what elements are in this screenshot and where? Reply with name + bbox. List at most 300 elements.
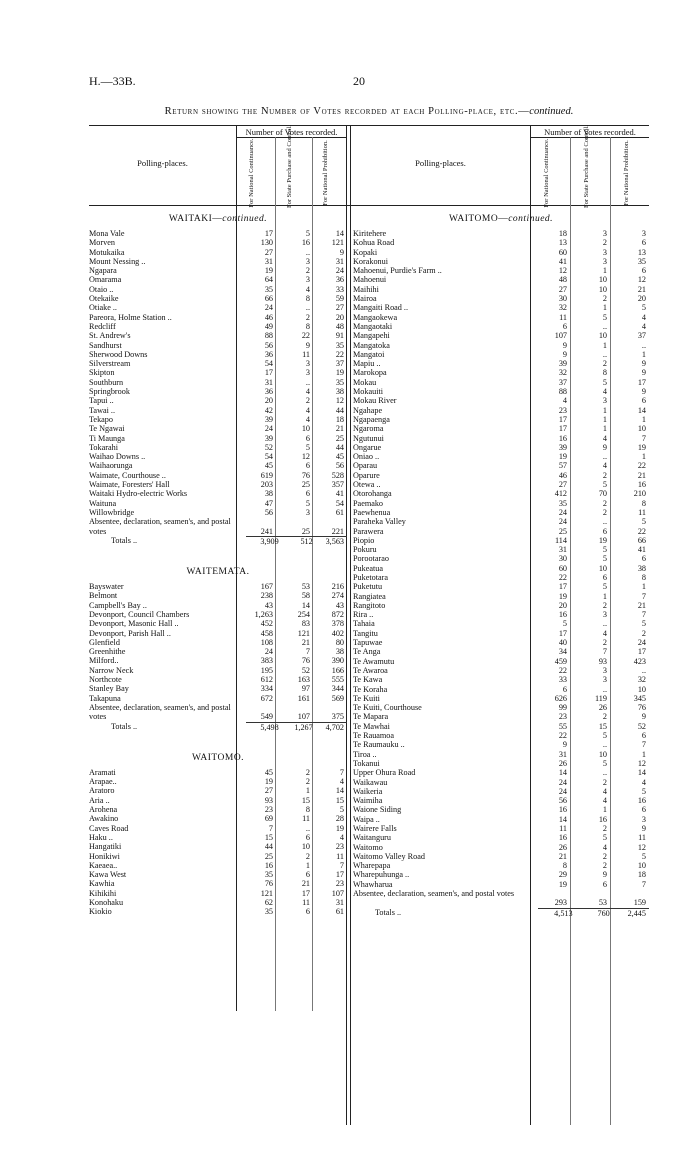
prohibition-votes: 11 [336,851,344,861]
table-row [353,880,649,889]
table-row [89,694,347,703]
prohibition-votes: 4 [339,832,344,842]
prohibition-votes: 13 [637,247,646,257]
state-control-votes: .. [602,517,607,527]
table-row [89,285,347,294]
continuance-votes: 16 [558,805,567,815]
prohibition-votes: 9 [641,387,646,397]
polling-place-name: Pukeatua [353,563,384,573]
state-control-votes: 2 [602,507,607,517]
continuance-votes: 56 [558,796,567,806]
prohibition-votes: 44 [335,405,344,415]
polling-place-name: Mangatoi [353,349,385,359]
polling-place-name: Upper Ohura Road [353,768,416,778]
prohibition-votes: 22 [637,526,646,536]
prohibition-votes: 10 [637,424,646,434]
table-row [353,229,649,238]
right-table-column [353,210,649,917]
prohibition-votes: 166 [331,665,344,675]
prohibition-votes: 221 [331,526,344,536]
prohibition-votes: 5 [641,786,646,796]
polling-place-name: Kawhia [89,879,115,889]
continuance-votes: 19 [264,266,273,276]
table-row [89,907,347,916]
table-row [89,452,347,461]
polling-place-name: Ti Maunga [89,433,125,443]
document-reference: H.—33B. [89,74,136,88]
table-row [89,238,347,247]
table-row [89,879,347,888]
polling-place-name: Stanley Bay [89,684,129,694]
continuance-votes: 7 [268,823,273,833]
prohibition-votes: 9 [641,359,646,369]
polling-place-name: Absentee, declaration, seamen's, and postal votes [353,889,515,899]
continuance-votes: 17 [558,582,567,592]
state-control-votes: 10 [598,275,607,285]
prohibition-votes: 41 [637,545,646,555]
state-control-votes: 2 [602,294,607,304]
polling-place-name: Otewa .. [353,480,381,490]
table-row [89,656,347,665]
table-row [89,322,347,331]
polling-place-name: Te Raumauku .. [353,740,405,750]
prohibition-votes: 210 [633,489,646,499]
state-control-votes: .. [602,684,607,694]
table-row [353,499,649,508]
prohibition-votes: 38 [335,387,344,397]
table-row [353,861,649,870]
continuance-votes: 626 [554,693,567,703]
prohibition-votes: 31 [335,898,344,907]
table-row [89,805,347,814]
table-row [353,508,649,517]
state-control-votes: 76 [301,470,310,480]
prohibition-votes: 3 [641,814,646,824]
state-control-votes: 4 [602,628,607,638]
state-control-votes: 4 [305,414,310,424]
polling-place-name: Waione Siding [353,805,402,815]
state-control-votes: 5 [305,229,310,238]
prohibition-votes: 1 [641,414,646,424]
continuance-votes: 60 [558,563,567,573]
continuance-votes: 3,909 [246,536,282,545]
continuance-votes: 203 [260,480,273,490]
table-row [89,814,347,823]
continuance-votes: 4,513 [538,908,575,917]
state-control-votes: 5 [602,312,607,322]
state-control-votes: 7 [602,647,607,657]
state-control-votes: 16 [301,238,310,248]
continuance-votes: 383 [260,656,273,666]
table-row [89,619,347,628]
table-row [89,610,347,619]
table-row [353,750,649,759]
continuance-votes: 4 [562,396,567,406]
polling-place-name: Mapiu .. [353,359,381,369]
continuance-votes: 93 [264,795,273,805]
table-row [89,786,347,795]
prohibition-votes: 1 [641,349,646,359]
prohibition-votes: 569 [331,693,344,703]
state-control-votes: 15 [301,795,310,805]
polling-place-name: Mangaokewa [353,312,398,322]
table-row [353,740,649,749]
state-control-votes: 6 [305,907,310,917]
polling-place-name: Tapui .. [89,396,114,406]
state-control-votes: 25 [301,526,310,536]
polling-place-name: Korakonui [353,256,389,266]
continuance-votes: 24 [558,517,567,527]
table-row [353,359,649,368]
table-row [353,582,649,591]
prohibition-votes: 23 [335,842,344,852]
continuance-votes: 66 [264,294,273,304]
prohibition-votes: 216 [331,582,344,592]
state-control-votes: 2 [602,712,607,722]
table-row [353,313,649,322]
state-control-votes: 14 [301,600,310,610]
prohibition-votes: 41 [335,489,344,499]
section-waitomo-continued [353,229,649,917]
prohibition-votes: 11 [638,833,646,843]
continuance-votes: 27 [558,284,567,294]
prohibition-votes: 872 [331,609,344,619]
polling-place-name: Rira .. [353,610,374,620]
prohibition-votes: 402 [331,628,344,638]
prohibition-votes: 7 [641,879,646,889]
prohibition-votes: 17 [335,870,344,880]
polling-place-name: Waimate, Courthouse .. [89,470,166,480]
prohibition-votes: 4 [641,321,646,331]
prohibition-votes: 59 [335,294,344,304]
state-control-votes: 17 [301,888,310,898]
prohibition-votes: 9 [641,712,646,722]
table-row [89,350,347,359]
prohibition-votes: 7 [339,860,344,870]
table-row [89,368,347,377]
prohibition-votes: 18 [335,414,344,424]
continuance-votes: 13 [558,238,567,248]
state-control-votes: 93 [598,656,607,666]
table-row [353,406,649,415]
prohibition-votes: 10 [637,861,646,871]
polling-place-name: Waimiha [353,796,383,806]
polling-place-name: Kaeaea.. [89,860,118,870]
state-control-votes: .. [305,823,310,833]
continuance-votes: 38 [264,489,273,499]
prohibition-votes: 43 [335,600,344,610]
prohibition-votes: 2 [641,628,646,638]
state-control-votes: 760 [576,908,613,917]
continuance-votes: 9 [562,349,567,359]
table-row [353,647,649,656]
prohibition-votes: 35 [335,340,344,350]
polling-place-name: Totals .. [375,907,402,917]
continuance-votes: 130 [260,238,273,248]
polling-place-name: Oniao .. [353,452,380,462]
state-control-votes: 2 [602,777,607,787]
table-row [89,331,347,340]
state-control-votes: 1 [602,591,607,601]
prohibition-votes: 24 [335,266,344,276]
prohibition-votes: .. [641,340,646,350]
polling-place-name: Mahoenui [353,275,387,285]
table-row [89,582,347,591]
table-row [89,638,347,647]
state-control-votes: .. [305,377,310,387]
polling-place-name: Springbrook [89,387,130,397]
polling-place-name: Hangatiki [89,842,122,852]
prohibition-votes: 52 [637,721,646,731]
polling-place-name: Te Ngawai [89,424,125,434]
state-control-votes: 8 [305,805,310,815]
polling-place-name: Morven [89,238,115,248]
prohibition-votes: 375 [331,712,344,722]
continuance-votes: 452 [260,619,273,629]
continuance-votes: 35 [264,870,273,880]
continuance-votes: 56 [264,340,273,350]
prohibition-votes: 61 [335,907,344,917]
prohibition-votes: 35 [335,377,344,387]
polling-place-name: Caves Road [89,823,129,833]
page-header [89,74,649,88]
prohibition-votes: 7 [641,610,646,620]
continuance-votes: 31 [558,545,567,555]
table-row [353,833,649,842]
prohibition-votes: 28 [335,814,344,824]
prohibition-votes: 9 [641,368,646,378]
continuance-votes: 549 [260,712,273,722]
section-title-waitaki: WAITAKI—continued. [168,214,268,224]
state-control-votes: 512 [282,536,316,545]
right-place-header: Polling-places. [415,158,466,168]
table-row [89,341,347,350]
prohibition-votes: 21 [637,470,646,480]
polling-place-name: Whawharua [353,879,393,889]
table-row [353,694,649,703]
table-row [353,610,649,619]
table-row [353,778,649,787]
table-row [353,322,649,331]
continuance-votes: 24 [558,786,567,796]
prohibition-votes: 345 [633,693,646,703]
continuance-votes: 88 [264,331,273,341]
prohibition-votes: 19 [335,368,344,378]
table-row [89,499,347,508]
state-control-votes: 21 [301,879,310,889]
state-control-votes: 3 [602,256,607,266]
polling-place-name: Motukaika [89,247,125,257]
prohibition-votes: 22 [335,349,344,359]
polling-place-name: Paraheka Valley [353,517,406,527]
table-row [353,275,649,284]
state-control-votes: 2 [305,777,310,787]
polling-place-name: Parawera [353,526,384,536]
state-control-votes: .. [602,321,607,331]
continuance-votes: 17 [558,628,567,638]
absentee-row [89,703,347,722]
polling-place-name: Piopio [353,535,375,545]
table-row [353,545,649,554]
polling-place-name: Absentee, declaration, seamen's, and postal votes [89,702,231,722]
state-control-votes: 2 [602,638,607,648]
table-row [89,861,347,870]
polling-place-name: Kiritehere [353,229,387,238]
prohibition-votes: 6 [641,396,646,406]
prohibition-votes: 16 [637,480,646,490]
polling-place-name: Tahaia [353,619,375,629]
prohibition-votes: 35 [637,256,646,266]
state-control-votes: 2 [602,851,607,861]
prohibition-votes: 32 [637,675,646,685]
state-control-votes: .. [305,303,310,313]
prohibition-votes: 4,702 [316,722,347,731]
table-row [353,796,649,805]
prohibition-votes: 45 [335,452,344,462]
continuance-votes: 27 [558,480,567,490]
polling-place-name: Waimate, Foresters' Hall [89,480,170,490]
continuance-votes: 23 [264,805,273,815]
state-control-votes: 254 [297,609,310,619]
prohibition-votes: 16 [637,796,646,806]
prohibition-votes: 76 [637,703,646,713]
state-control-votes: 119 [595,693,607,703]
prohibition-votes: 19 [637,442,646,452]
polling-place-name: Kihikihi [89,888,117,898]
continuance-votes: 195 [260,665,273,675]
continuance-votes: 6 [562,321,567,331]
polling-place-name: Waikawau [353,777,388,787]
table-row [353,722,649,731]
table-row [89,396,347,405]
table-row [89,591,347,600]
continuance-votes: 69 [264,814,273,824]
polling-place-name: Absentee, declaration, seamen's, and postal votes [89,517,231,536]
state-control-votes: 4 [602,433,607,443]
continuance-votes: 31 [264,256,273,266]
table-row [353,629,649,638]
table-row [89,275,347,284]
polling-place-name: Willowbridge [89,507,135,517]
state-control-votes: 4 [602,786,607,796]
continuance-votes: 19 [558,452,567,462]
state-control-votes: 6 [305,461,310,471]
table-row [89,406,347,415]
polling-place-name: Te Awamutu [353,656,395,666]
section-title-waitomo: WAITOMO. [191,752,245,763]
continuance-votes: 114 [555,535,567,545]
absentee-row [353,889,649,908]
polling-place-name: Mangatoka [353,340,390,350]
state-control-votes: 7 [305,647,310,657]
table-row [353,480,649,489]
continuance-votes: 6 [562,684,567,694]
prohibition-votes: 8 [641,498,646,508]
table-row [89,842,347,851]
state-control-votes: .. [602,619,607,629]
polling-place-name: Totals .. [111,535,138,545]
polling-place-name: Skipton [89,368,115,378]
prohibition-votes: 25 [335,433,344,443]
state-control-votes: 5 [305,498,310,508]
table-row [353,285,649,294]
table-row [89,601,347,610]
prohibition-votes: 37 [335,359,344,369]
continuance-votes: 39 [558,442,567,452]
polling-place-name: Mangaotaki [353,321,393,331]
polling-place-name: Tekapo [89,414,113,424]
table-row [353,341,649,350]
state-control-votes: 5 [305,442,310,452]
table-top-rule [89,125,649,126]
section-waitaki [89,229,347,545]
prohibition-votes: 3 [641,229,646,238]
table-row [353,471,649,480]
table-row [353,452,649,461]
prohibition-votes: 4 [339,777,344,787]
prohibition-votes: 7 [641,591,646,601]
state-control-votes: 10 [301,424,310,434]
state-control-votes: 1 [602,340,607,350]
prohibition-votes: 555 [331,675,344,685]
state-control-votes: 53 [301,582,310,592]
table-row [89,294,347,303]
continuance-votes: 62 [264,898,273,907]
continuance-votes: 16 [264,860,273,870]
state-control-votes: 97 [301,684,310,694]
prohibition-votes: 5 [339,805,344,815]
table-row [353,266,649,275]
polling-place-name: Mokauiti [353,387,384,397]
state-control-votes: .. [602,768,607,778]
polling-place-name: Narrow Neck [89,665,134,675]
polling-place-name: Mairoa [353,294,377,304]
polling-place-name: Kawa West [89,870,127,880]
table-row [89,508,347,517]
title-main: Return showing the Number of Votes recorded at each Polling-place, etc.— [164,106,530,117]
continuance-votes: 46 [558,470,567,480]
prohibition-votes: 21 [637,284,646,294]
state-control-votes: 3 [305,256,310,266]
continuance-votes: 458 [260,628,273,638]
polling-place-name: Te Kuiti [353,693,380,703]
polling-place-name: Tapuwae [353,638,383,648]
polling-place-name: Ongarue [353,442,382,452]
continuance-votes: 35 [264,284,273,294]
polling-place-name: Te Anga [353,647,381,657]
left-place-header: Polling-places. [137,158,188,168]
state-control-votes: 12 [301,452,310,462]
polling-place-name: Waitanguru [353,833,391,843]
polling-place-name: Te Kawa [353,675,383,685]
absentee-row [89,517,347,536]
table-row [353,815,649,824]
polling-place-name: Mount Nessing .. [89,256,146,266]
table-row [353,824,649,833]
table-row [89,852,347,861]
prohibition-votes: 12 [637,758,646,768]
continuance-votes: 293 [554,898,567,908]
polling-place-name: Glenfield [89,637,120,647]
state-control-votes: 1,267 [282,722,316,731]
continuance-votes: 24 [264,647,273,657]
continuance-votes: 40 [558,638,567,648]
continuance-votes: 31 [264,377,273,387]
continuance-votes: 108 [260,637,273,647]
continuance-votes: 21 [558,851,567,861]
table-row [353,759,649,768]
polling-place-name: Devonport, Council Chambers [89,609,190,619]
